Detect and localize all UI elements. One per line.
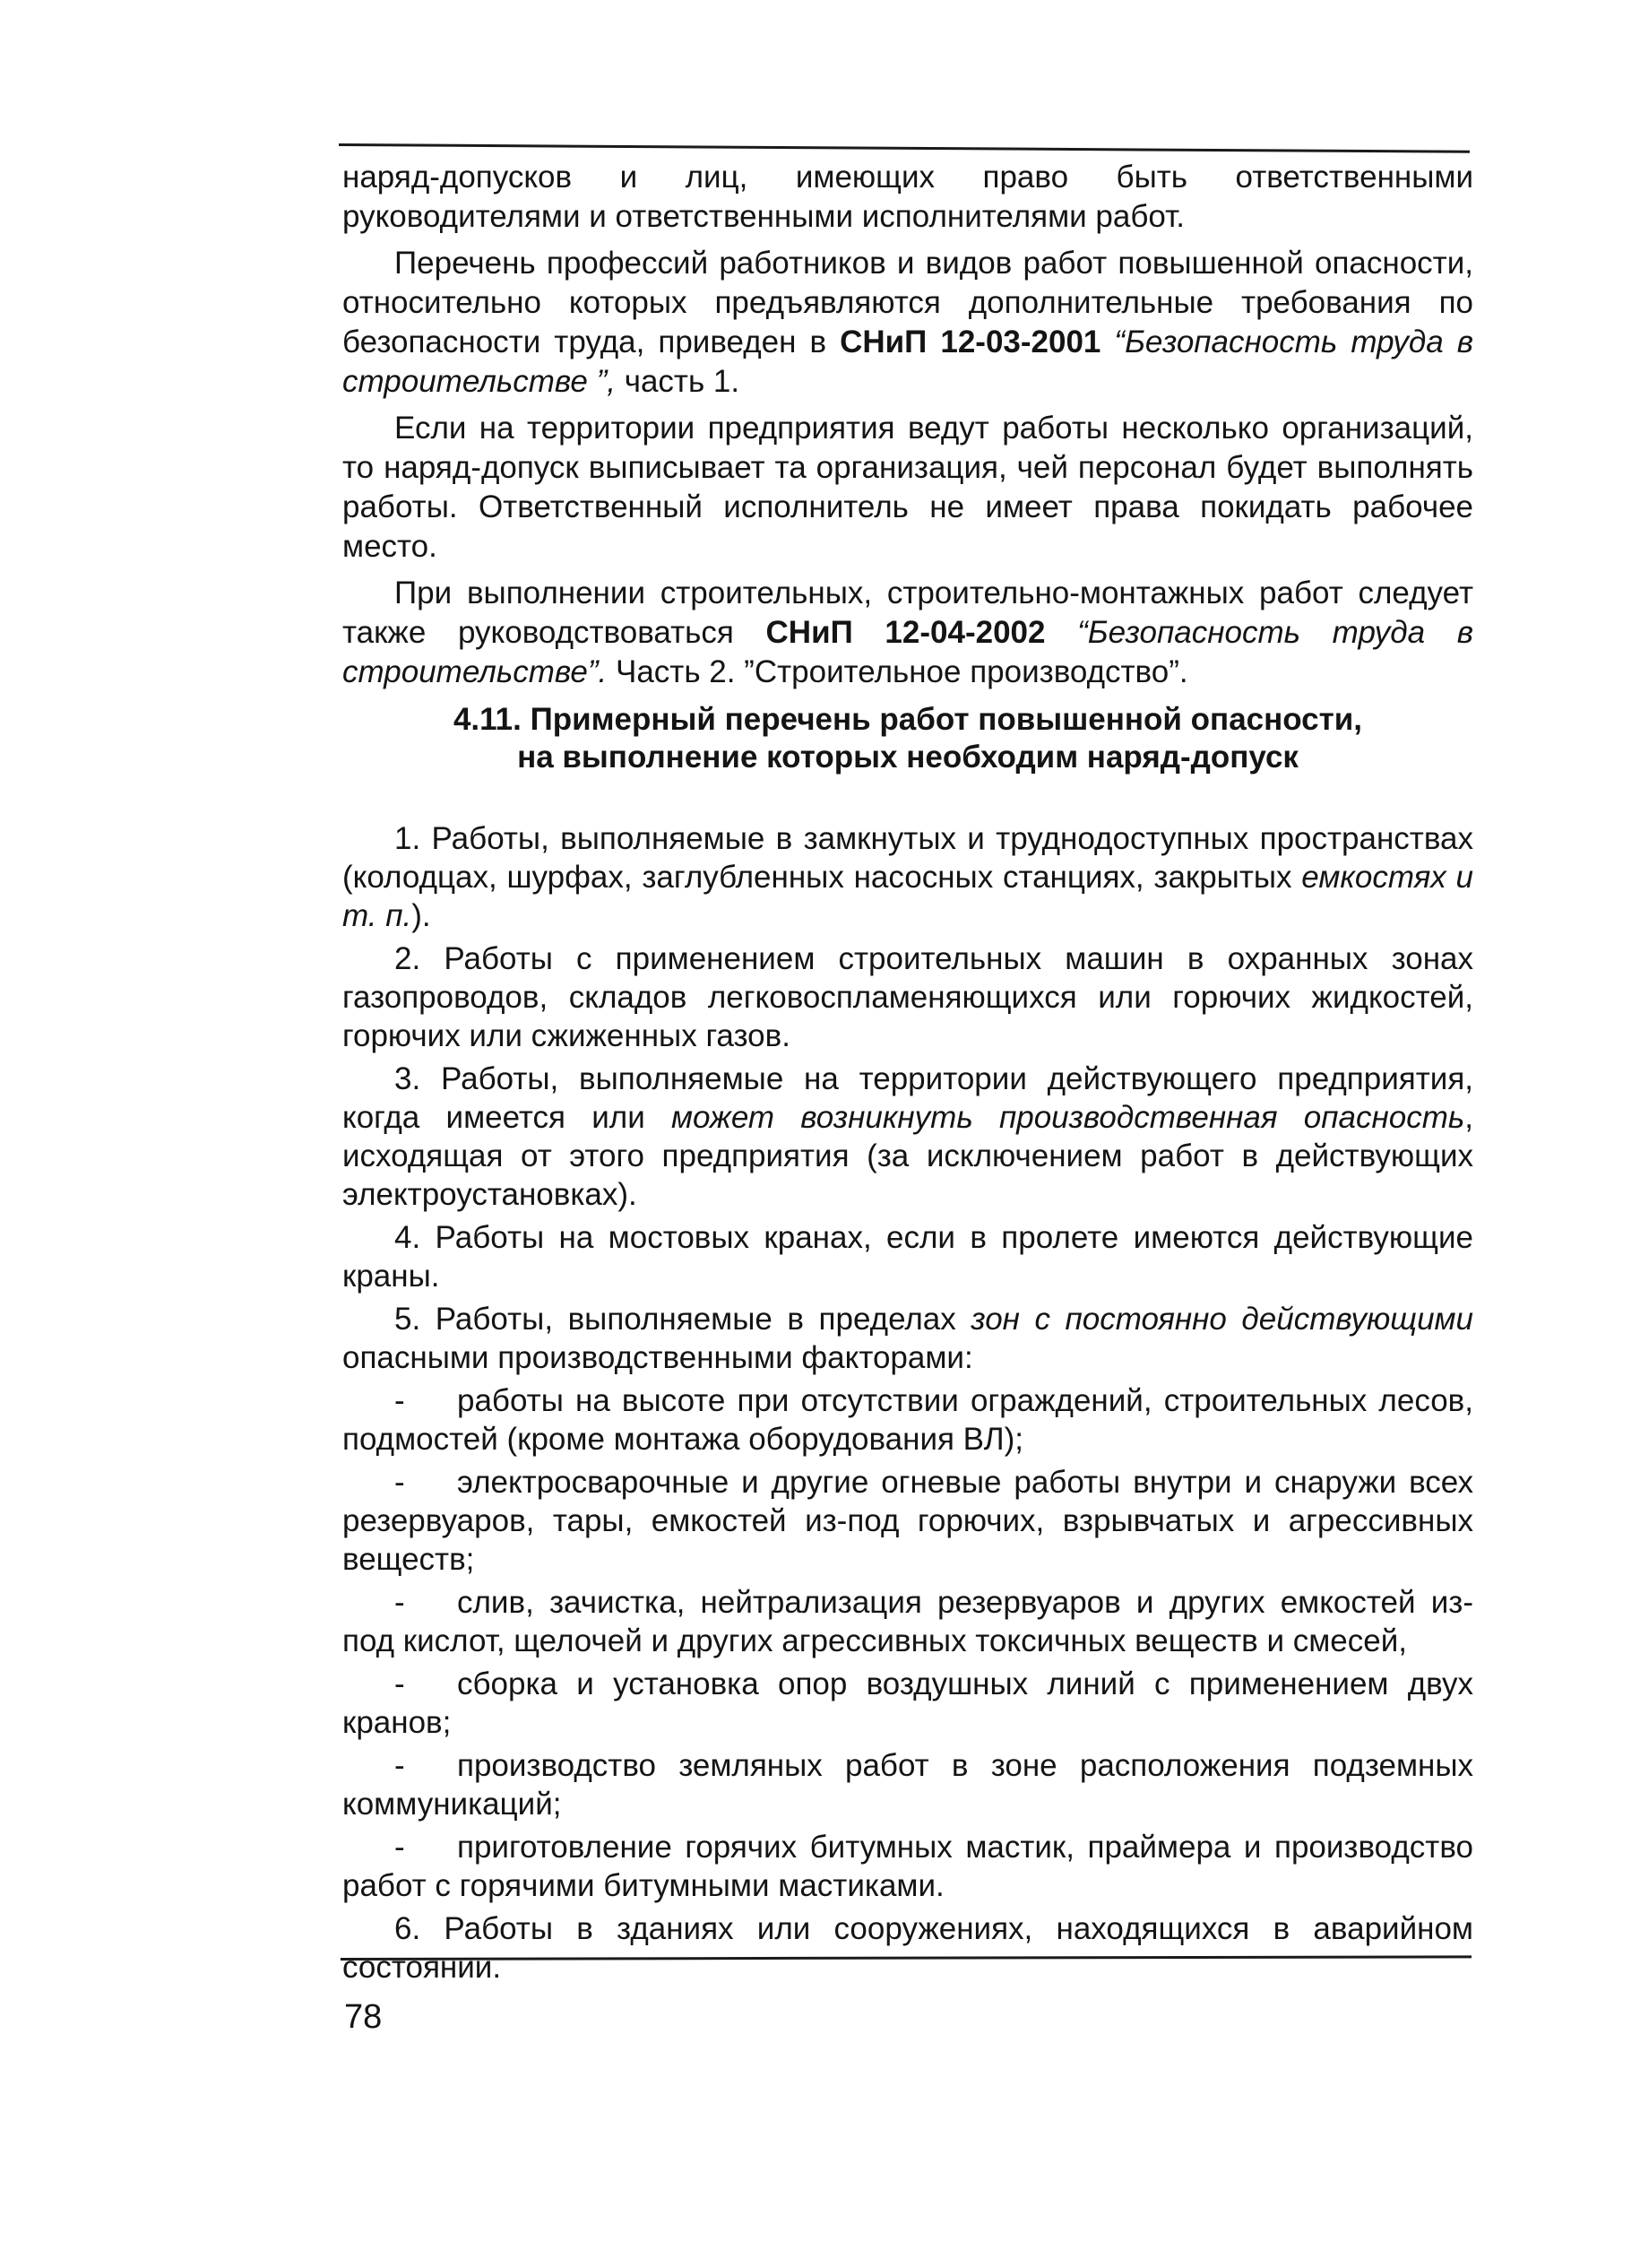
item-text-italic: емкостях и т. п. <box>342 860 1473 933</box>
sub-item-heights <box>342 1381 1473 1459</box>
item-text: 5. Работы, выполняемые в пределах <box>394 1302 971 1337</box>
item-text: 3. Работы, выполняемые на территории действующего предприятия, когда имеется или <box>342 1061 1473 1135</box>
sub-item-earthworks <box>342 1746 1473 1823</box>
sub-item-text: работы на высоте при отсутствии ограждений, строительных лесов, подмостей (кроме монтажа оборудования ВЛ); <box>342 1383 1473 1457</box>
sub-item-text: приготовление горячих битумных мастик, праймера и производство работ с горячими битумными мастиками. <box>342 1830 1473 1903</box>
paragraph-construction <box>342 574 1473 692</box>
heading-line-1: 4.11. Примерный перечень работ повышенной опасности, <box>453 702 1363 737</box>
item-text: 6. Работы в зданиях или сооружениях, находящихся в аварийном состоянии. <box>342 1911 1473 1985</box>
snip-title: “Безопасность труда в строительстве ”, <box>342 325 1474 399</box>
sub-item-bitumen <box>342 1828 1473 1905</box>
item-text: ). <box>411 898 431 933</box>
paragraph-text: Перечень профессий работников и видов работ повышенной опасности, относительно которых предъявляются дополнительные требования по безопасности труда, приведен в <box>342 246 1473 359</box>
sub-item-welding <box>342 1463 1473 1579</box>
sub-item-neutralization <box>342 1583 1473 1660</box>
heading-line-2: на выполнение которых необходим наряд-допуск <box>517 740 1299 775</box>
list-item-1 <box>342 819 1473 935</box>
section-heading <box>342 701 1473 776</box>
sub-item-text: сборка и установка опор воздушных линий с применением двух кранов; <box>342 1666 1473 1740</box>
list-item-6 <box>342 1909 1473 1987</box>
item-text-italic: зон с постоянно действующими <box>971 1302 1473 1337</box>
top-rule-divider <box>339 143 1470 153</box>
item-text-italic: может возникнуть производственная опасность <box>671 1100 1465 1135</box>
sub-item-text: производство земляных работ в зоне расположения подземных коммуникаций; <box>342 1748 1473 1822</box>
paragraph-text: Если на территории предприятия ведут работы несколько организаций, то наряд-допуск выписывает та организация, чей персонал будет выполнять работы. Ответственный исполнитель не имеет права покидать рабочее место. <box>342 411 1473 564</box>
item-text: 1. Работы, выполняемые в замкнутых и труднодоступных пространствах (колодцах, шурфах, заглубленных насосных станциях, закрытых <box>342 821 1473 895</box>
paragraph-organizations <box>342 409 1473 567</box>
list-item-4 <box>342 1218 1473 1295</box>
item-text: 4. Работы на мостовых кранах, если в пролете имеются действующие краны. <box>342 1220 1473 1294</box>
dash-marker: - <box>394 1666 405 1701</box>
intro-text-block <box>342 158 1473 692</box>
item-text: опасными производственными факторами: <box>342 1340 973 1375</box>
list-item-5 <box>342 1300 1473 1377</box>
snip-reference: СНиП 12-03-2001 <box>840 325 1101 359</box>
paragraph-text: При выполнении строительных, строительно-монтажных работ следует также руководствоваться <box>342 576 1473 650</box>
hazardous-works-list <box>342 819 1473 1991</box>
sub-item-text: слив, зачистка, нейтрализация резервуаров и других емкостей из-под кислот, щелочей и других агрессивных токсичных веществ и смесей, <box>342 1585 1473 1658</box>
item-text: 2. Работы с применением строительных машин в охранных зонах газопроводов, складов легковоспламеняющихся или горючих жидкостей, горючих или сжиженных газов. <box>342 941 1473 1053</box>
sub-item-line-supports <box>342 1665 1473 1742</box>
list-item-3 <box>342 1060 1473 1214</box>
item-text: , исходящая от этого предприятия (за исключением работ в действующих электроустановках). <box>342 1100 1473 1212</box>
snip-title: “Безопасность труда в строительстве”. <box>342 615 1474 689</box>
dash-marker: - <box>394 1465 405 1500</box>
snip-reference: СНиП 12-04-2002 <box>765 615 1046 650</box>
list-item-2 <box>342 939 1473 1055</box>
paragraph-continuation <box>342 158 1473 237</box>
paragraph-professions <box>342 244 1473 402</box>
paragraph-text: часть 1. <box>616 364 740 399</box>
paragraph-text: Часть 2. ”Строительное производство”. <box>607 654 1188 689</box>
dash-marker: - <box>394 1585 405 1620</box>
dash-marker: - <box>394 1383 405 1418</box>
paragraph-text: наряд-допусков и лиц, имеющих право быть ответственными руководителями и ответственными исполнителями работ. <box>342 160 1473 234</box>
sub-item-text: электросварочные и другие огневые работы внутри и снаружи всех резервуаров, тары, емкостей из-под горючих, взрывчатых и агрессивных веществ; <box>342 1465 1473 1577</box>
dash-marker: - <box>394 1748 405 1783</box>
page-number: 78 <box>344 1998 383 2036</box>
dash-marker: - <box>394 1830 405 1865</box>
